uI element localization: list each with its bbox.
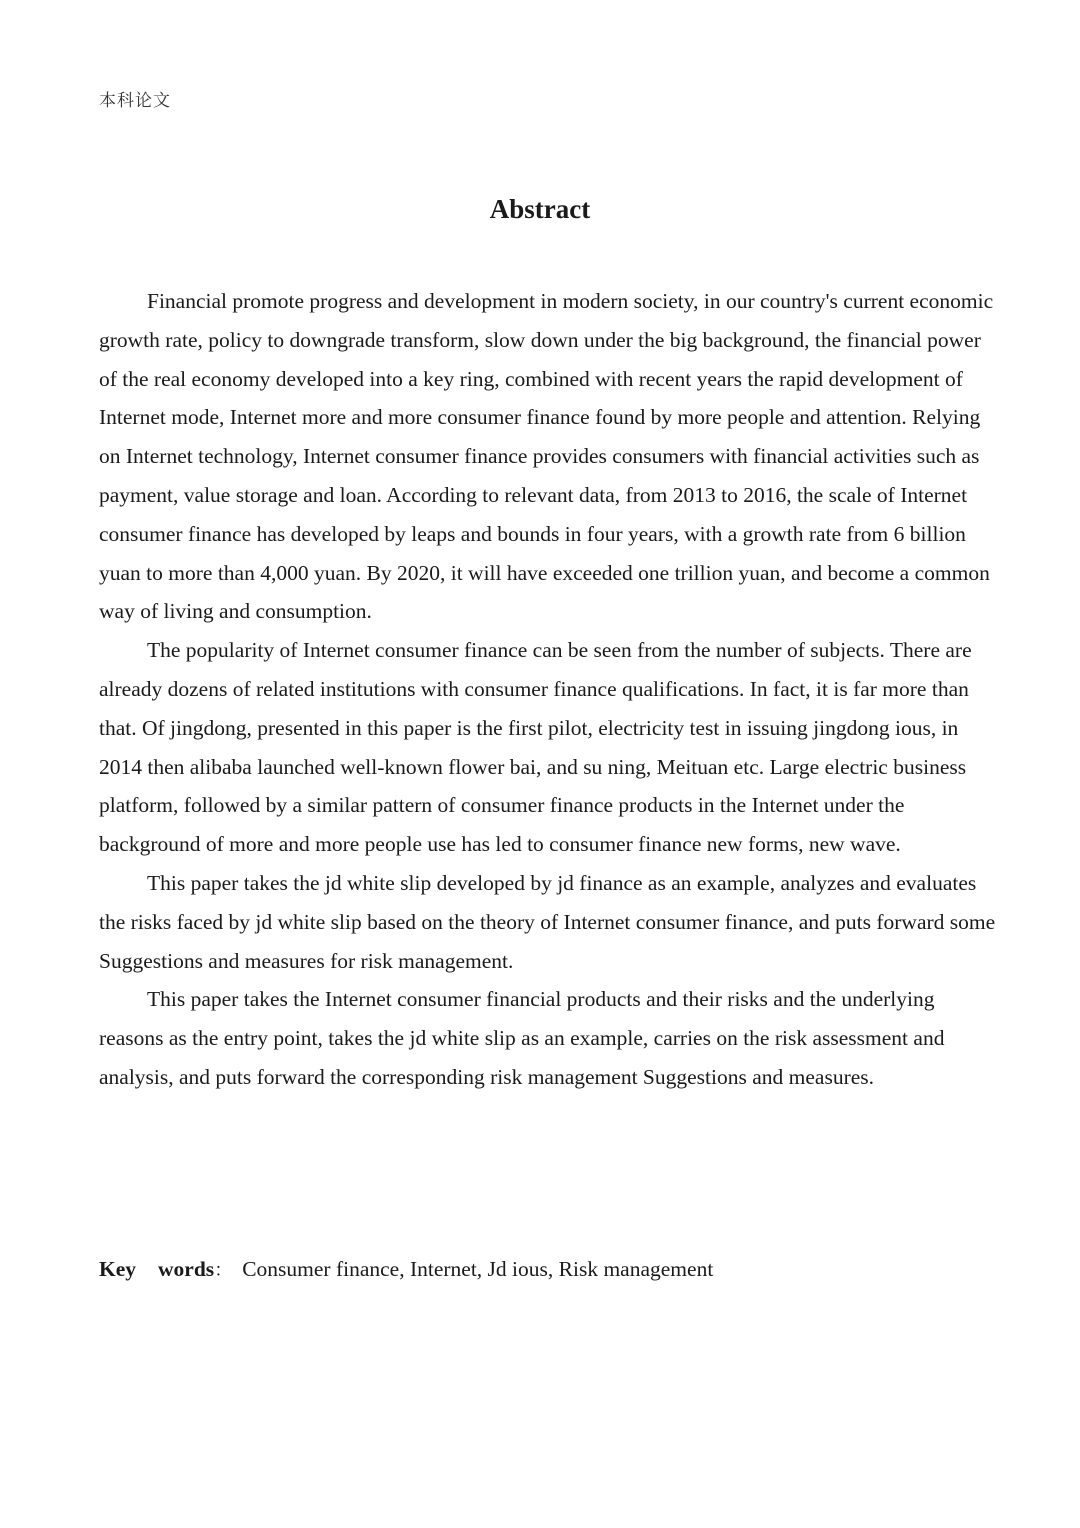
keywords-label-key: Key: [99, 1257, 137, 1281]
keywords-colon: ：: [214, 1260, 233, 1281]
abstract-body: [99, 282, 999, 1097]
abstract-paragraph-4: This paper takes the Internet consumer financial products and their risks and the underlying reasons as the entry point, takes the jd white slip as an example, carries on the risk assessment and analysis, and puts forward the corresponding risk management Suggestions and measures.: [99, 987, 945, 1089]
abstract-title: Abstract: [489, 194, 591, 224]
keywords-text: Consumer finance, Internet, Jd ious, Risk management: [242, 1257, 714, 1281]
abstract-paragraph-2: The popularity of Internet consumer finance can be seen from the number of subjects. There are already dozens of related institutions with consumer finance qualifications. In fact, it is far more than that. Of jingdong, presented in this paper is the first pilot, electricity test in issuing jingdong ious, in 2014 then alibaba launched well-known flower bai, and su ning, Meituan etc. Large electric business platform, followed by a similar pattern of consumer finance products in the Internet under the background of more and more people use has led to consumer finance new forms, new wave.: [99, 638, 972, 857]
abstract-paragraph-1: Financial promote progress and development in modern society, in our country's current economic growth rate, policy to downgrade transform, slow down under the big background, the financial power of the real economy developed into a key ring, combined with recent years the rapid development of Internet mode, Internet more and more consumer finance found by more people and attention. Relying on Internet technology, Internet consumer finance provides consumers with financial activities such as payment, value storage and loan. According to relevant data, from 2013 to 2016, the scale of Internet consumer finance has developed by leaps and bounds in four years, with a growth rate from 6 billion yuan to more than 4,000 yuan. By 2020, it will have exceeded one trillion yuan, and become a common way of living and consumption.: [99, 289, 994, 624]
header-label: 本科论文: [99, 91, 171, 111]
abstract-paragraph-3: This paper takes the jd white slip developed by jd finance as an example, analyzes and evaluates the risks faced by jd white slip based on the theory of Internet consumer finance, and puts forward some Suggestions and measures for risk management.: [99, 870, 996, 973]
keywords-line: [99, 1250, 999, 1290]
keywords-label-words: words: [158, 1257, 215, 1281]
